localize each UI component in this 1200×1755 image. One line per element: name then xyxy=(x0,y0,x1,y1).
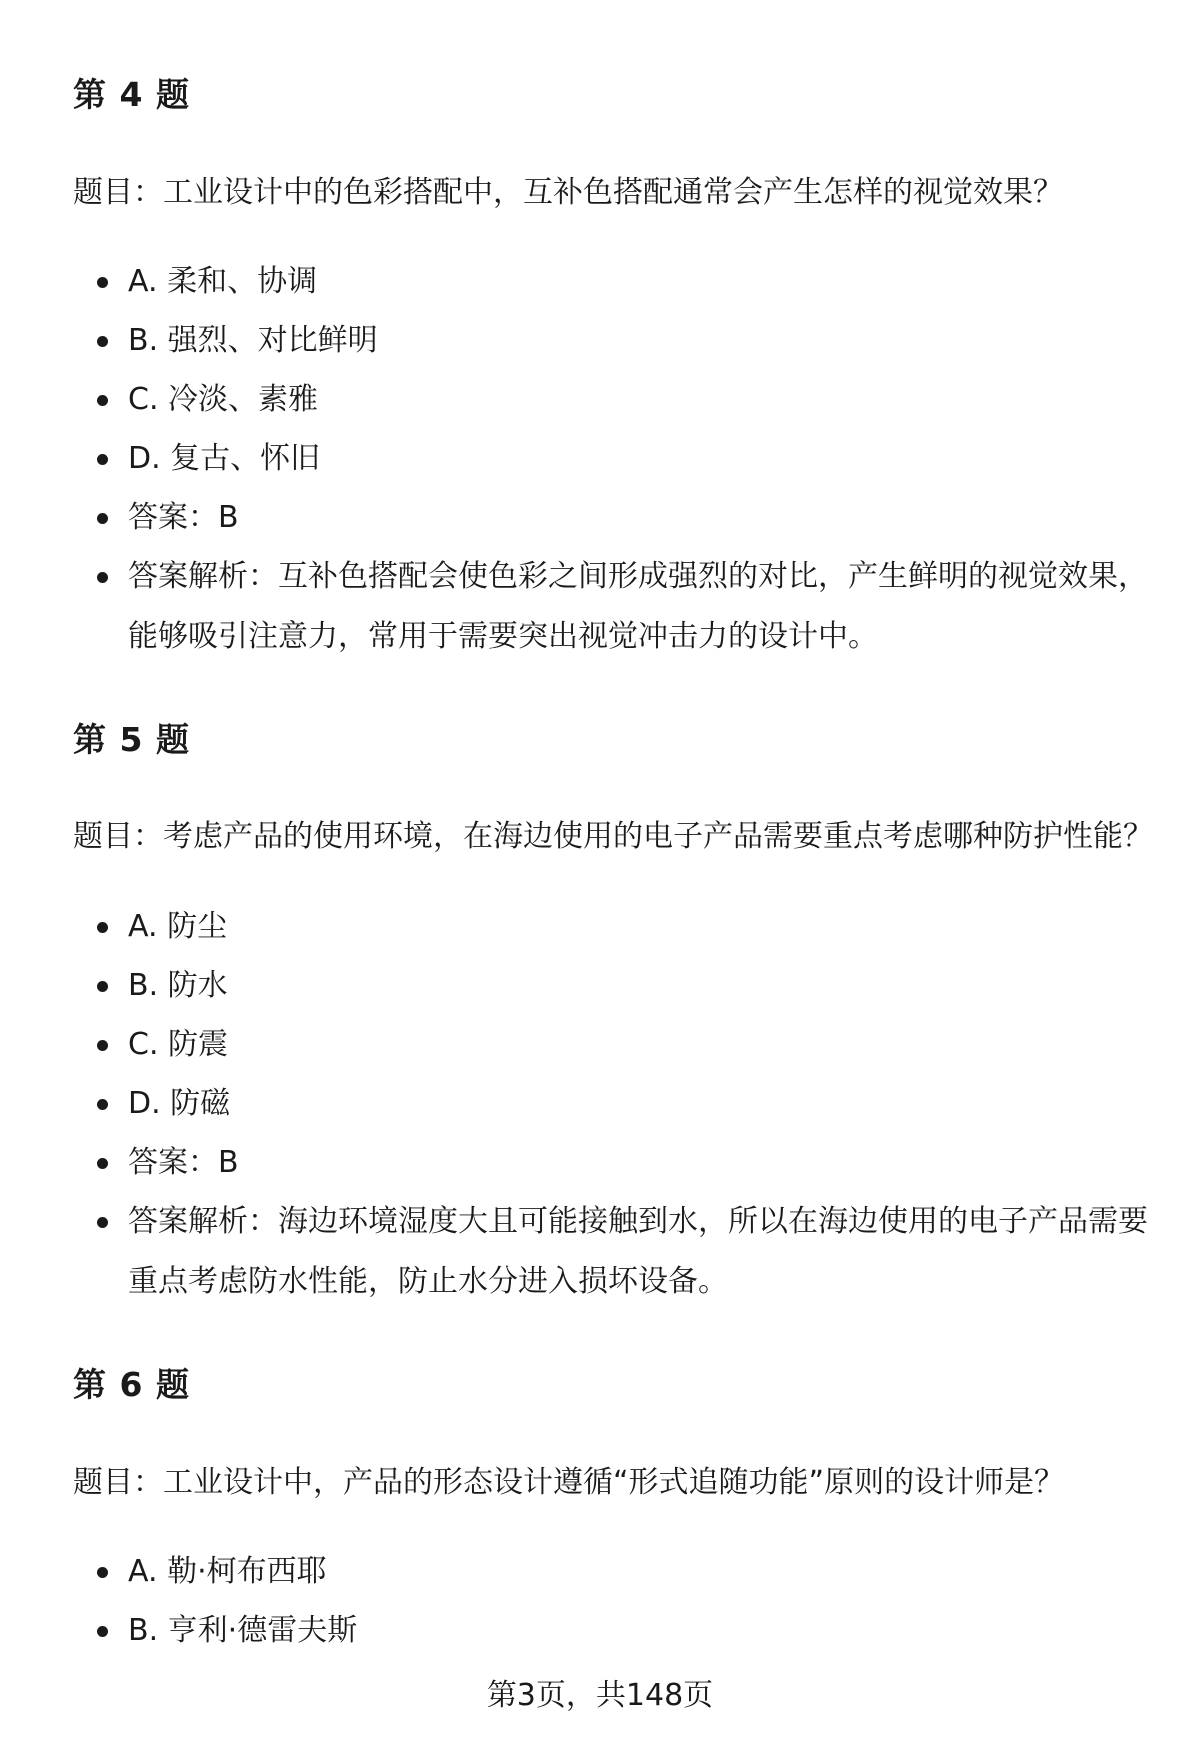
question-prompt: 题目：工业设计中，产品的形态设计遵循“形式追随功能”原则的设计师是？ xyxy=(73,1465,1065,1500)
option-text: B. 亨利·德雷夫斯 xyxy=(128,1613,358,1648)
bullet-icon xyxy=(97,513,108,524)
option-text: B. 强烈、对比鲜明 xyxy=(128,323,378,358)
bullet-icon xyxy=(97,922,108,933)
option-text: D. 防磁 xyxy=(128,1086,231,1121)
question-prompt: 题目：考虑产品的使用环境，在海边使用的电子产品需要重点考虑哪种防护性能？ xyxy=(73,819,1153,854)
option-item xyxy=(128,1601,1148,1661)
option-text: B. 防水 xyxy=(128,968,228,1003)
option-text: A. 防尘 xyxy=(128,909,228,944)
explanation-continuation xyxy=(128,1252,1148,1312)
page-number-footer: 第3页，共148页 xyxy=(486,1678,714,1713)
explanation-text: 能够吸引注意力，常用于需要突出视觉冲击力的设计中。 xyxy=(128,619,878,654)
option-item xyxy=(128,1074,1148,1134)
bullet-icon xyxy=(97,454,108,465)
question-heading: 第 6 题 xyxy=(73,1365,190,1404)
explanation-item xyxy=(128,547,1148,607)
bullet-icon xyxy=(97,336,108,347)
bullet-icon xyxy=(97,1567,108,1578)
option-text: C. 防震 xyxy=(128,1027,229,1062)
explanation-item xyxy=(128,1192,1148,1252)
answer-text: 答案：B xyxy=(128,1145,239,1180)
explanation-text: 答案解析：海边环境湿度大且可能接触到水，所以在海边使用的电子产品需要 xyxy=(128,1204,1148,1239)
answer-text: 答案：B xyxy=(128,500,239,535)
explanation-text: 答案解析：互补色搭配会使色彩之间形成强烈的对比，产生鲜明的视觉效果， xyxy=(128,559,1148,594)
option-item xyxy=(128,370,1148,430)
answer-item xyxy=(128,488,1148,548)
option-text: A. 柔和、协调 xyxy=(128,264,318,299)
bullet-icon xyxy=(97,277,108,288)
question-prompt: 题目：工业设计中的色彩搭配中，互补色搭配通常会产生怎样的视觉效果？ xyxy=(73,175,1063,210)
option-text: A. 勒·柯布西耶 xyxy=(128,1554,327,1589)
option-item xyxy=(128,429,1148,489)
bullet-icon xyxy=(97,1099,108,1110)
explanation-continuation xyxy=(128,607,1148,667)
option-item xyxy=(128,1015,1148,1075)
bullet-icon xyxy=(97,572,108,583)
bullet-icon xyxy=(97,1040,108,1051)
option-item xyxy=(128,252,1148,312)
option-item xyxy=(128,897,1148,957)
bullet-icon xyxy=(97,981,108,992)
option-text: C. 冷淡、素雅 xyxy=(128,382,319,417)
bullet-icon xyxy=(97,395,108,406)
bullet-icon xyxy=(97,1217,108,1228)
question-heading: 第 5 题 xyxy=(73,720,190,759)
bullet-icon xyxy=(97,1158,108,1169)
answer-item xyxy=(128,1133,1148,1193)
option-item xyxy=(128,956,1148,1016)
explanation-text: 重点考虑防水性能，防止水分进入损坏设备。 xyxy=(128,1264,728,1299)
option-item xyxy=(128,311,1148,371)
question-heading: 第 4 题 xyxy=(73,75,190,114)
bullet-icon xyxy=(97,1626,108,1637)
option-text: D. 复古、怀旧 xyxy=(128,441,321,476)
option-item xyxy=(128,1542,1148,1602)
